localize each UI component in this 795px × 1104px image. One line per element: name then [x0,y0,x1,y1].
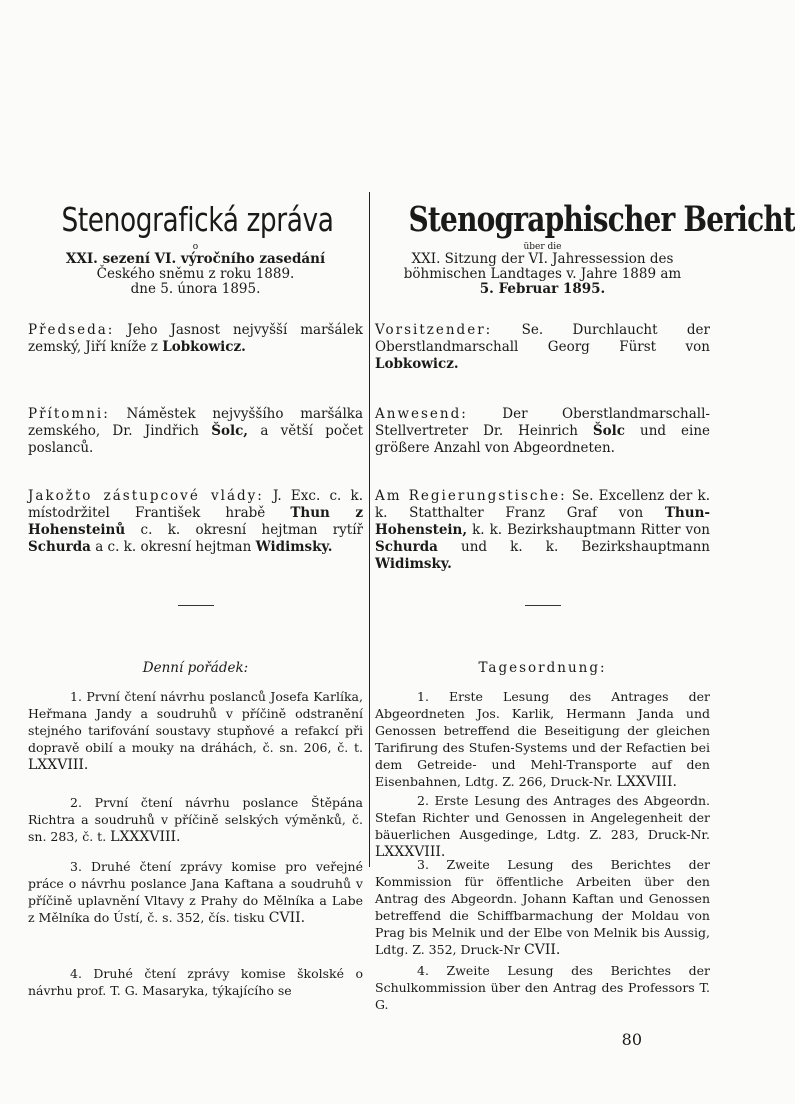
czech-chair: Předseda: Jeho Jasnost nejvyšší maršálek zemský, Jiří kníže z Lobkowicz. [28,322,363,355]
session-line-3: dne 5. února 1895. [130,281,261,297]
session-line-2: Českého sněmu z roku 1889. [96,266,295,282]
german-agenda-item: 3. Zweite Lesung des Berichtes der Kommission für öffentliche Arbeiten über den Antrag des Abgeordn. Johann Kaftan und Genossen betreffend die Schiffbarmachung der Moldau von Prag bis Melnik und der Elbe von Melnik bis Aussig, Ldtg. Z. 352, Druck-Nr CVII. [375,857,710,958]
german-chair: Vorsitzender: Se. Durchlaucht der Oberstlandmarschall Georg Fürst von Lobkowicz. [375,322,710,372]
german-title: Stenographischer Bericht [408,199,795,240]
session-line-1: XXI. Sitzung der VI. Jahressession des [411,251,674,267]
german-agenda-item: 4. Zweite Lesung des Berichtes der Schulkommission über den Antrag des Professors T. G. [375,963,710,1012]
german-agenda-item: 1. Erste Lesung des Antrages der Abgeordneten Jos. Karlik, Hermann Janda und Genossen betreffend die Beseitigung der gleichen Tarifirung des Stufen-Systems und der Refactien bei dem Getreide- und Mehl-Transporte auf den Eisenbahnen, Ldtg. Z. 266, Druck-Nr. LXXVIII. [375,689,710,790]
czech-present: Přítomni: Náměstek nejvyššího maršálka zemského, Dr. Jindřich Šolc, a větší počet poslanců. [28,406,364,456]
german-rule [525,605,561,606]
german-session-info [375,252,710,297]
session-line-2: böhmischen Landtages v. Jahre 1889 am [403,266,682,282]
session-line-3: 5. Februar 1895. [479,281,606,297]
czech-government: Jakožto zástupcové vlády: J. Exc. c. k. místodržitel František hrabě Thun z Hohensteinů c. k. okresní hejtman rytíř Schurda a c. k. okresní hejtman Widimsky. [28,488,364,555]
column-divider [369,192,370,867]
german-agenda-heading: Tagesordnung: [478,660,607,676]
session-line-1: XXI. sezení VI. výročního zasedání [65,251,326,267]
czech-agenda-item: 1. První čtení návrhu poslanců Josefa Karlíka, Heřmana Jandy a soudruhů v příčině odstranění stejného tarifování soustavy stupňové a refakcí při dopravě obilí a mouky na dráhách, č. sn. 206, č. t. LXXVIII. [28,689,363,773]
german-uber: über die [523,242,562,252]
german-present: Anwesend: Der Oberstlandmarschall- Stellvertreter Dr. Heinrich Šolc und eine größere Anzahl von Abgeordneten. [375,406,711,456]
german-agenda-item: 2. Erste Lesung des Antrages des Abgeordn. Stefan Richter und Genossen in Angelegenheit der bäuerlichen Ausgedinge, Ldtg. Z. 283, Druck-Nr. LXXXVIII. [375,793,710,860]
czech-agenda-item: 4. Druhé čtení zprávy komise školské o návrhu prof. T. G. Masaryka, týkajícího se [28,966,363,998]
czech-o: o [192,242,199,252]
page-number: 80 [621,1030,642,1049]
czech-title: Stenografická zpráva [61,200,334,239]
czech-agenda-item: 3. Druhé čtení zprávy komise pro veřejné práce o návrhu poslance Jana Kaftana a soudruhů v příčině uplavnění Vltavy z Prahy do Mělníka a Labe z Mělníka do Ústí, č. s. 352, čís. tisku CVII. [28,859,363,926]
czech-session-info [28,252,363,297]
czech-agenda-heading: Denní pořádek: [142,660,249,676]
german-government: Am Regierungstische: Se. Excellenz der k. k. Statthalter Franz Graf von Thun-Hohenstein, k. k. Bezirkshauptmann Ritter von Schurda und k. k. Bezirkshauptmann Widimsky. [375,488,710,572]
czech-agenda-item: 2. První čtení návrhu poslance Štěpána Richtra a soudruhů v příčině selských výměnků, č. sn. 283, č. t. LXXXVIII. [28,795,363,845]
czech-rule [178,605,214,606]
